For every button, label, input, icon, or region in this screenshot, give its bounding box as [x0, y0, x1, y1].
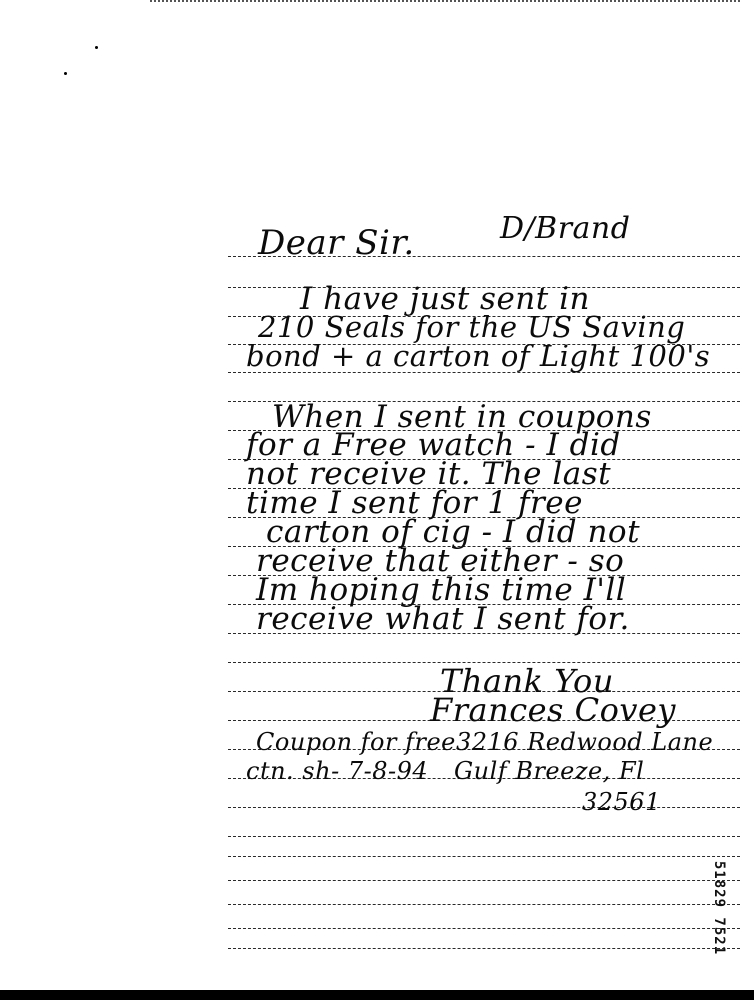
salutation: Dear Sir. [258, 223, 415, 263]
scan-speck [95, 46, 98, 49]
letter-line: time I sent for 1 free [246, 485, 583, 521]
routing-annotation: D/Brand [500, 211, 631, 246]
ruled-line [228, 928, 740, 929]
letter-line: bond + a carton of Light 100's [246, 339, 711, 373]
signature: Frances Covey [430, 691, 676, 729]
document-id-text: 51829 7521 [711, 860, 727, 956]
letter-line: When I sent in coupons [272, 399, 652, 435]
letter-line: receive that either - so [256, 543, 625, 579]
ruled-line [228, 880, 740, 881]
letter-line: receive what I sent for. [256, 601, 630, 637]
ruled-line [228, 856, 740, 857]
ruled-line [228, 836, 740, 837]
address-zip: 32561 [582, 788, 661, 816]
address-street: 3216 Redwood Lane [456, 728, 714, 756]
scan-edge-marks [150, 0, 740, 5]
letter-line: carton of cig - I did not [266, 514, 641, 550]
document-id [704, 838, 734, 978]
letter-line: not receive it. The last [246, 456, 612, 492]
ruled-line [228, 904, 740, 905]
letter-line: for a Free watch - I did [246, 427, 621, 463]
letter-line: 210 Seals for the US Saving [258, 310, 686, 344]
ruled-line [228, 948, 740, 949]
letter-line: Im hoping this time I'll [256, 572, 627, 608]
closing: Thank You [440, 662, 614, 700]
ruled-line [228, 807, 740, 808]
coupon-note: Coupon for free [256, 728, 456, 756]
address-city: Gulf Breeze, Fl [454, 757, 645, 785]
letter-line: I have just sent in [300, 281, 590, 317]
scan-speck [64, 72, 67, 75]
scan-border [0, 990, 754, 1000]
coupon-note: ctn. sh- 7-8-94 [246, 757, 429, 785]
